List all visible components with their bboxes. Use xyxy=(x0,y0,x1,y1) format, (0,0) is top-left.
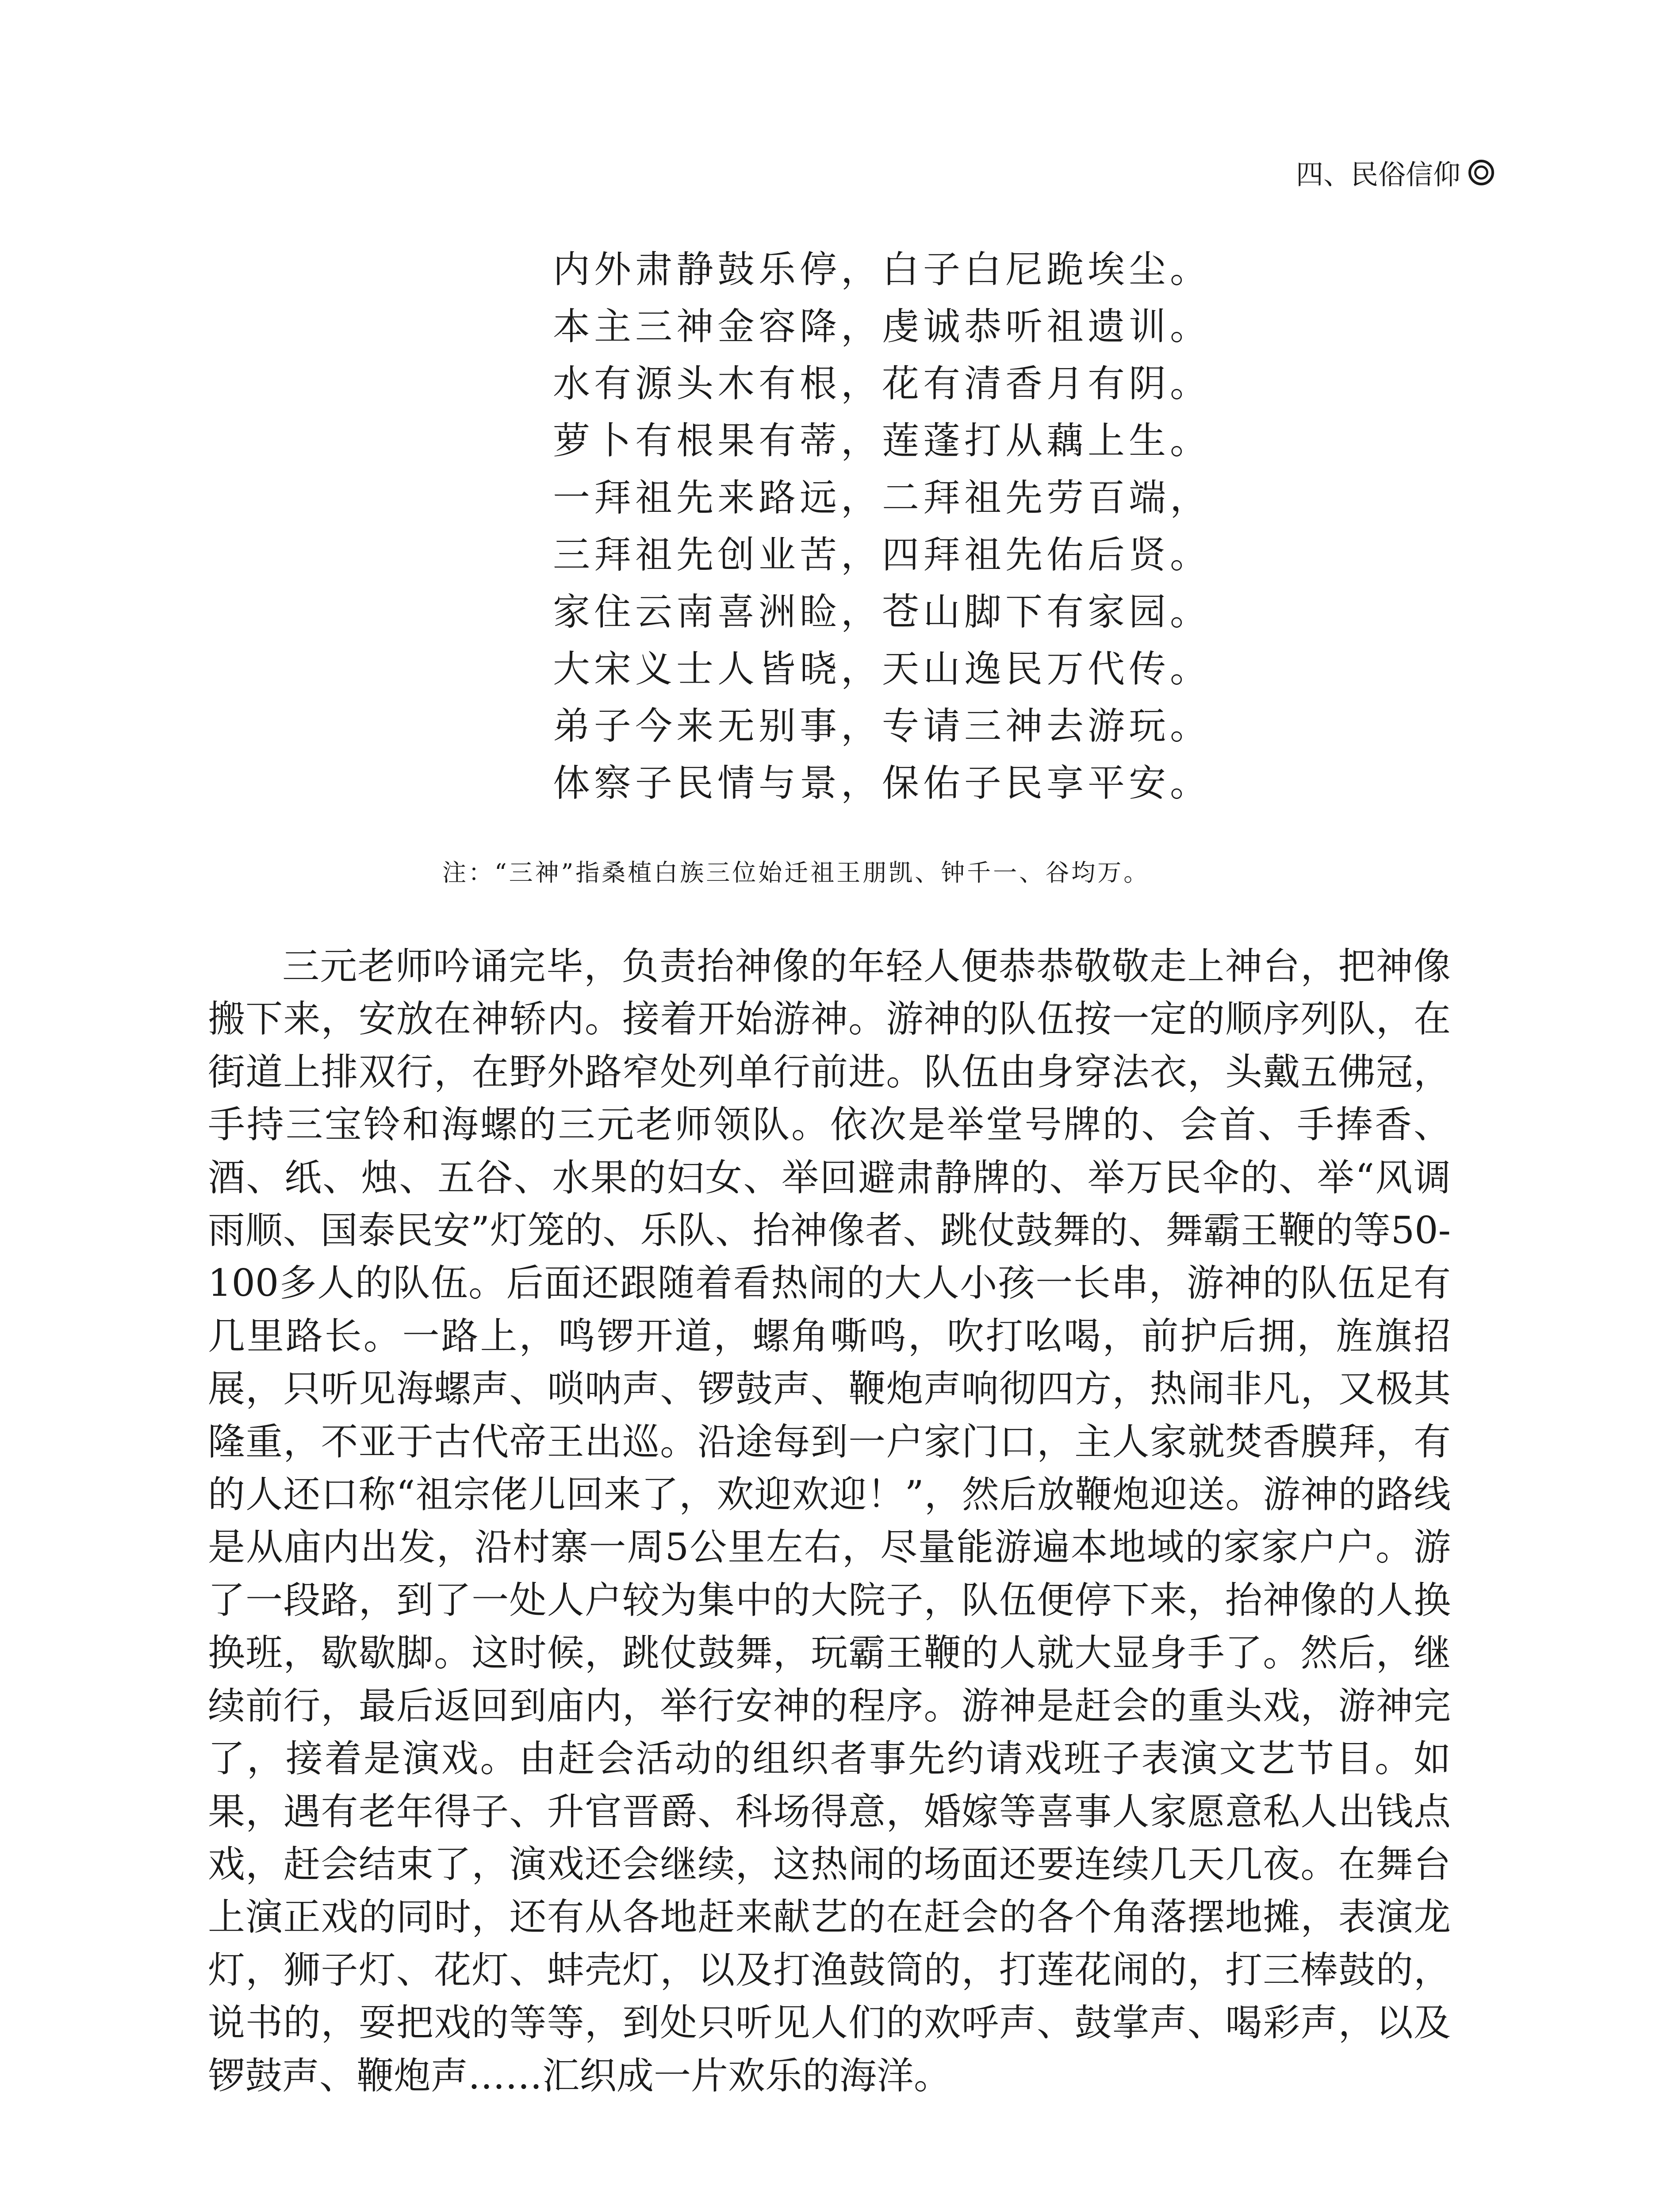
poem-line: 三拜祖先创业苦，四拜祖先佑后贤。 xyxy=(553,533,1211,576)
poem-block xyxy=(553,241,1211,812)
poem-line: 内外肃静鼓乐停，白子白尼跪埃尘。 xyxy=(553,248,1211,291)
poem-line: 一拜祖先来路远，二拜祖先劳百端， xyxy=(553,476,1211,519)
poem-note: 注：“三神”指桑植白族三位始迁祖王朋凯、钟千一、谷均万。 xyxy=(442,859,1150,887)
poem-line: 体察子民情与景，保佑子民享平安。 xyxy=(553,761,1211,805)
section-title: 四、民俗信仰 xyxy=(1295,158,1460,191)
poem-line: 弟子今来无别事，专请三神去游玩。 xyxy=(553,704,1211,748)
poem-line: 萝卜有根果有蒂，莲蓬打从藕上生。 xyxy=(553,419,1211,462)
poem-line: 水有源头木有根，花有清香月有阴。 xyxy=(553,362,1211,405)
double-circle-icon xyxy=(1468,160,1494,185)
poem-line: 大宋义士人皆晓，天山逸民万代传。 xyxy=(553,647,1211,691)
running-header xyxy=(1296,153,1494,192)
poem-line: 本主三神金容降，虔诚恭听祖遗训。 xyxy=(553,305,1211,348)
body-paragraph: 三元老师吟诵完毕，负责抬神像的年轻人便恭恭敬敬走上神台，把神像搬下来，安放在神轿内。接着开始游神。游神的队伍按一定的顺序列队，在街道上排双行，在野外路窄处列单行前进。队伍由身穿法衣，头戴五佛冠，手持三宝铃和海螺的三元老师领队。依次是举堂号牌的、会首、手捧香、酒、纸、烛、五谷、水果的妇女、举回避肃静牌的、举万民伞的、举“风调雨顺、国泰民安”灯笼的、乐队、抬神像者、跳仗鼓舞的、舞霸王鞭的等50-100多人的队伍。后面还跟随着看热闹的大人小孩一长串，游神的队伍足有几里路长。一路上，鸣锣开道，螺角嘶鸣，吹打吆喝，前护后拥，旌旗招展，只听见海螺声、唢呐声、锣鼓声、鞭炮声响彻四方，热闹非凡，又极其隆重，不亚于古代帝王出巡。沿途每到一户家门口，主人家就焚香膜拜，有的人还口称“祖宗佬儿回来了，欢迎欢迎！”，然后放鞭炮迎送。游神的路线是从庙内出发，沿村寨一周5公里左右，尽量能游遍本地域的家家户户。游了一段路，到了一处人户较为集中的大院子，队伍便停下来，抬神像的人换换班，歇歇脚。这时候，跳仗鼓舞，玩霸王鞭的人就大显身手了。然后，继续前行，最后返回到庙内，举行安神的程序。游神是赶会的重头戏，游神完了，接着是演戏。由赶会活动的组织者事先约请戏班子表演文艺节目。如果，遇有老年得子、升官晋爵、科场得意，婚嫁等喜事人家愿意私人出钱点戏，赶会结束了，演戏还会继续，这热闹的场面还要连续几天几夜。在舞台上演正戏的同时，还有从各地赶来献艺的在赶会的各个角落摆地摊，表演龙灯，狮子灯、花灯、蚌壳灯，以及打渔鼓筒的，打莲花闹的，打三棒鼓的，说书的，耍把戏的等等，到处只听见人们的欢呼声、鼓掌声、喝彩声，以及锣鼓声、鞭炮声……汇织成一片欢乐的海洋。 xyxy=(208,945,1451,2097)
poem-line: 家住云南喜洲睑，苍山脚下有家园。 xyxy=(553,590,1211,634)
